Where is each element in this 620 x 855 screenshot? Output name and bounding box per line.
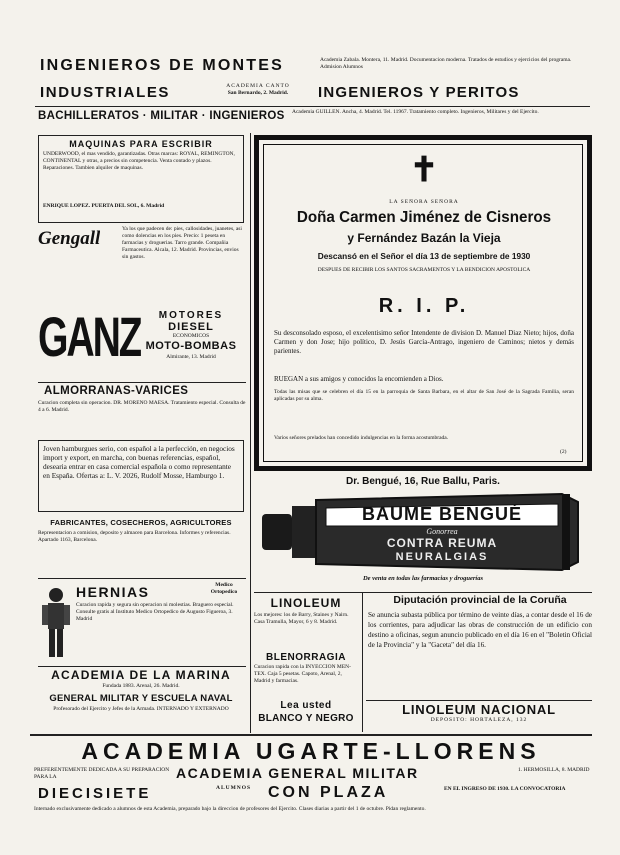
ugarte-con-plaza: CON PLAZA <box>268 784 389 801</box>
bachilleratos-row <box>30 108 590 132</box>
esquela-corner: (2) <box>560 449 567 455</box>
esquela-inner <box>263 144 583 462</box>
esquela-died: Descansó en el Señor el día 13 de septiembre de 1930 <box>317 251 531 261</box>
ganz-line2: DIESEL <box>168 321 214 333</box>
ganz-logo: GANZ <box>38 310 141 368</box>
diputacion-divider <box>366 700 592 701</box>
bengue-ad <box>254 476 592 590</box>
joven-ad <box>38 440 244 512</box>
diputacion-ad <box>368 594 592 698</box>
esquela-body: Su desconsolado esposo, el excelentisimo señor Intendente de division D. Manuel Diaz Nieto; hijos, doña Carmen y don Jose; hijo político, D. Jesús García-Antrago, ingeniero de Caminos; nietos y demás parientes. <box>274 329 574 355</box>
ganz-line3: ECONOMICOS <box>172 333 210 339</box>
linoleum-title: LINOLEUM <box>270 596 342 610</box>
ganz-addr: Almirante, 13. Madrid <box>166 354 216 360</box>
bengue-brand: BAUME BENGUÉ <box>361 504 522 524</box>
hernias-tag: Medico Ortopedico <box>210 582 238 595</box>
hernias-title: HERNIAS <box>76 584 150 600</box>
ganz-line1: MOTORES <box>158 310 224 321</box>
blenorragia-title: BLENORRAGIA <box>266 652 346 663</box>
blanco-line1: Lea usted <box>280 700 332 711</box>
marina-title2: GENERAL MILITAR Y ESCUELA NAVAL <box>49 693 233 704</box>
ugarte-ad <box>30 738 592 836</box>
fabricantes-title: FABRICANTES, COSECHEROS, AGRICULTORES <box>50 518 232 527</box>
esquela-sacramentos: DESPUES DE RECIBIR LOS SANTOS SACRAMENTOS Y LA BENDICION APOSTOLICA <box>317 267 531 273</box>
top-divider <box>35 106 590 107</box>
ugarte-left-small: PREFERENTEMENTE DEDICADA A SU PREPARACION PARA LA <box>34 767 170 780</box>
marina-body: Profesorado del Ejercito y Jefes de la Armada. INTERNADO Y EXTERNADO <box>53 706 229 712</box>
ugarte-divider <box>30 734 592 736</box>
industriales-row <box>30 82 590 106</box>
esquela-border <box>254 135 592 471</box>
left-divider-2 <box>38 578 246 579</box>
gengall-ad <box>38 226 244 306</box>
esquela-closing: Varios señores prelados han concedido indulgencias en la forma acostumbrada. <box>274 435 449 441</box>
fabricantes-ad <box>38 518 244 578</box>
hernias-figure-icon <box>38 586 74 660</box>
bengue-sub2: CONTRA REUMA <box>386 536 498 550</box>
bengue-sub1: Gonorrea <box>426 527 458 536</box>
ugarte-alumnos: ALUMNOS <box>216 785 252 791</box>
column-divider <box>250 133 251 733</box>
hernias-ad <box>38 582 246 664</box>
ugarte-dieci: DIECISIETE <box>38 785 152 802</box>
almorranas-body: Curacion completa sin operacion. DR. MORENO MAESA. Tratamiento especial. Consulta de 4 a 6. Madrid. <box>38 400 246 413</box>
ugarte-ingreso: EN EL INGRESO DE 1930. LA CONVOCATORIA <box>444 786 566 792</box>
hernias-body: Curacion rapida y segura sin operacion ni molestias. Braguero especial. Consulte gratis al Instituto Medico Ortopedico de Augusto Figueroa, 3. Madrid <box>76 602 234 622</box>
maquinas-body: UNDERWOOD, el mas vendido, garantizadas. Otras marcas: ROYAL, REMINGTON, CONTINENTAL y otras, a precios sin competencia. Venta contado y plazos. Reparaciones. Tambien alquiler de maquinas. <box>43 151 235 171</box>
left-divider-3 <box>38 666 246 667</box>
linoleum-body: Los mejores: los de Barry, Staines y Nairn. Casa Tramulla, Mayor, 6 y 8. Madrid. <box>254 612 349 625</box>
linoleum-ad <box>254 596 358 650</box>
blenorragia-ad <box>254 652 358 698</box>
esquela-intro: LA SEÑORA SEÑORA <box>389 199 459 205</box>
ganz-info <box>136 310 246 361</box>
bengue-tube <box>262 492 584 572</box>
fabricantes-body: Representacion a comision, deposito y almacen para Barcelona. Informes y referencias. Apartado 1163, Barcelona. <box>38 530 231 543</box>
cross-icon: ✝ <box>409 153 439 189</box>
maquinas-ad <box>38 135 244 223</box>
peritos-title: INGENIEROS Y PERITOS <box>318 84 520 101</box>
montes-title: INGENIEROS DE MONTES <box>40 57 285 74</box>
blanco-negro-ad <box>254 700 358 732</box>
industriales-title: INDUSTRIALES <box>40 84 171 101</box>
joven-body: Joven hamburgues serio, con español a la perfección, en negocios import y export, en marcha, con buenas referencias, español, desearia entrar en casa comercial española o como representante en España. Ofertas a: L. V. 2026, Rudolf Mosse, Hamburgo 1. <box>43 444 235 480</box>
bachilleratos-text: Academia GUILLEN. Ancha, 4. Madrid. Tel. 11967. Tratamiento completo. Ingenieros, Militares y del Ejercito. <box>292 109 539 115</box>
blenorragia-body: Curacion rapida con la INYECCION MEN-TEX. Caja 5 pesetas. Capoto, Arenal, 2, Madrid y farmacias. <box>254 664 351 684</box>
gengall-body: Ya los que padecen de: pies, callosidades, juanetes, asi como dolencias en los pies. Precio: 1 peseta en farmacias y droguerias. Tarro grande. Compañia Farmaceutica. Alcala, 12. Madrid. Provincias, envios sin gastos. <box>122 226 242 260</box>
diputacion-body: Se anuncia subasta pública por término de veinte días, a contar desde el 16 de los corrientes, para adjudicar las obras de construcción de un edificio con destino a oficinas, segun anuncio publicado en el día 16 en el "Boletin Oficial de la Provincia" y la "Gaceta" del día 16. <box>368 611 592 649</box>
maquinas-title: MAQUINAS PARA ESCRIBIR <box>69 139 213 149</box>
ganz-ad <box>38 310 248 380</box>
esquela-ruegan: RUEGAN a sus amigos y conocidos la encomienden a Dios. <box>274 375 444 383</box>
bengue-caption: De venta en todas las farmacias y droguerías <box>362 575 484 582</box>
left-divider-1 <box>38 382 246 383</box>
esquela-name2: y Fernández Bazán la Vieja <box>347 231 501 245</box>
canto-addr: San Bernardo, 2. Madrid. <box>227 90 289 96</box>
bengue-header: Dr. Bengué, 16, Rue Ballu, Paris. <box>346 476 500 487</box>
esquela-misa: Todas las misas que se celebren el día 15 en la parroquia de Santa Barbara, en el altar de San José de la Sagrada Familia, seran aplicadas por su alma. <box>274 389 574 402</box>
maquinas-footer: ENRIQUE LOPEZ. PUERTA DEL SOL, 6. Madrid <box>43 203 165 209</box>
almorranas-title: ALMORRANAS-VARICES <box>44 385 189 397</box>
marina-title: ACADEMIA DE LA MARINA <box>51 668 231 682</box>
linoleum-nacional-addr: DEPOSITO: HORTALEZA, 132 <box>430 717 528 723</box>
esquela-rip: R. I. P. <box>378 295 470 317</box>
bachilleratos-title: BACHILLERATOS · MILITAR · INGENIEROS <box>38 110 285 122</box>
montes-text: Academia Zabala. Montera, 11. Madrid. Documentacion moderna. Tratados de estudios y ejercicios del programa. Admision Alumnos <box>320 57 572 70</box>
ganz-line4: MOTO-BOMBAS <box>145 340 237 352</box>
almorranas-ad <box>38 385 246 439</box>
linoleum-nacional-ad <box>366 702 592 732</box>
blanco-line2: BLANCO Y NEGRO <box>258 713 354 724</box>
linoleum-nacional-title: LINOLEUM NACIONAL <box>402 702 556 717</box>
marina-sub: Fundada 1883. Arenal, 26. Madrid. <box>102 683 180 689</box>
mid-col-divider <box>362 592 363 732</box>
ugarte-footer: Internado exclusivamente dedicado a alumnos de esta Academia, preparado bajo la direccion de profesores del Ejercito. Clases diarias a partir del 1 de octubre. Pidan reglamento. <box>34 806 426 812</box>
montes-ad <box>30 55 590 79</box>
canto-block <box>202 83 314 97</box>
ugarte-right-small: 1. HERMOSILLA, 8. MADRID <box>518 767 590 773</box>
marina-ad <box>34 668 248 732</box>
mid-divider-top <box>254 592 592 593</box>
ugarte-title: ACADEMIA UGARTE-LLORENS <box>81 738 541 764</box>
esquela-name: Doña Carmen Jiménez de Cisneros <box>296 209 552 226</box>
canto-name: ACADEMIA CANTO <box>226 83 290 89</box>
ugarte-academia: ACADEMIA GENERAL MILITAR <box>176 765 419 781</box>
diputacion-title: Diputación provincial de la Coruña <box>393 594 567 606</box>
bengue-sub3: NEURALGIAS <box>395 551 489 563</box>
gengall-logo: Gengall <box>38 228 101 249</box>
